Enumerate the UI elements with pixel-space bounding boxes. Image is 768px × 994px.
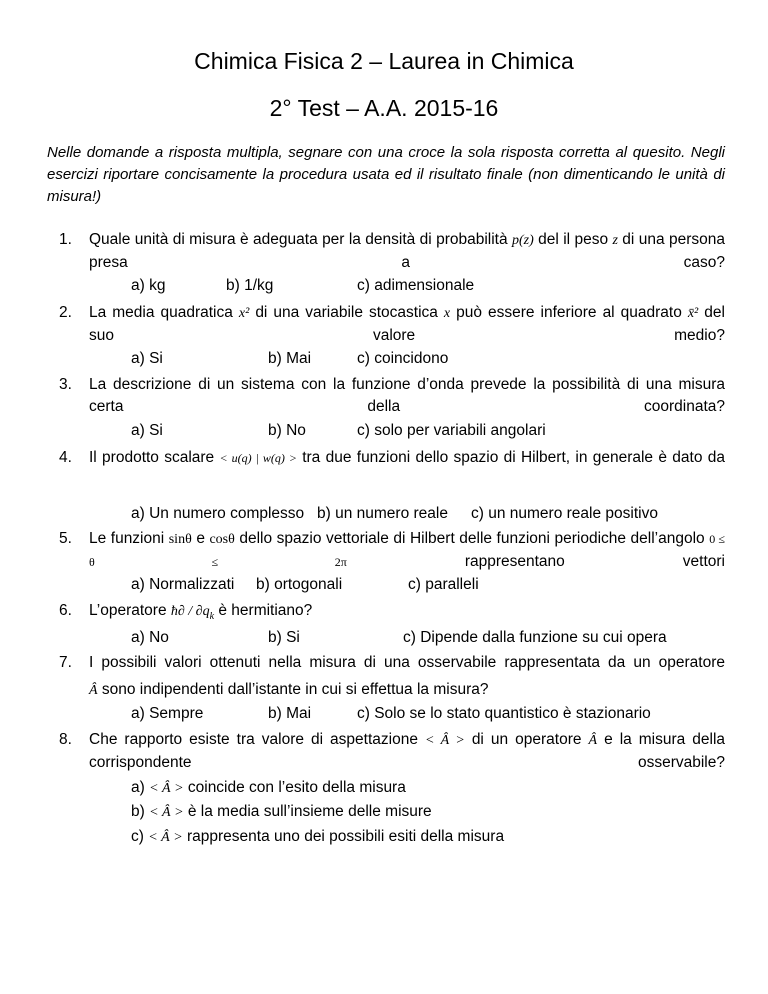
option-a[interactable]: a) Sempre — [131, 705, 204, 722]
option-b[interactable]: b) 1/kg — [226, 277, 274, 294]
question-7 — [59, 652, 725, 702]
question-text: Il prodotto scalare — [89, 449, 215, 466]
option-b[interactable]: b) ortogonali — [256, 576, 343, 593]
question-3 — [59, 374, 725, 418]
option-a[interactable]: a) Normalizzati — [131, 576, 235, 593]
option-letter: c) — [131, 828, 144, 845]
question-text: è hermitiano? — [218, 602, 313, 619]
question-1 — [59, 229, 725, 274]
option-text: coincide con l’esito della misura — [187, 779, 406, 796]
question-text: dello spazio vettoriale di Hilbert delle funzioni periodiche dell’angolo — [239, 530, 705, 547]
math-expression: Â — [588, 733, 598, 748]
math-expression: p(z) — [511, 233, 534, 248]
question-2 — [59, 302, 725, 347]
question-text: sono indipendenti dall’istante in cui si effettua la misura? — [101, 681, 489, 698]
question-text: del il peso — [538, 231, 609, 248]
option-b[interactable]: b) Mai — [268, 350, 312, 367]
option-letter: b) — [131, 803, 145, 820]
question-text: Le funzioni — [89, 530, 165, 547]
question-text: e — [196, 530, 205, 547]
option-c[interactable] — [131, 826, 504, 849]
option-c[interactable]: c) coincidono — [357, 350, 449, 367]
question-text: La descrizione di un sistema con la funzione d’onda prevede la possibilità di una misura certa della coordinata? — [89, 376, 725, 415]
question-text: e la misura della corrispondente osservabile? — [89, 731, 726, 771]
option-a[interactable]: a) Si — [131, 350, 163, 367]
math-expression: x — [443, 306, 451, 321]
question-number: 5. — [59, 530, 72, 547]
option-a[interactable]: a) Un numero complesso — [131, 505, 305, 522]
question-text: del suo valore medio? — [89, 304, 725, 344]
question-number: 8. — [59, 731, 72, 748]
math-expression: x̄² — [687, 306, 699, 321]
question-number: 2. — [59, 304, 72, 321]
math-expression: < Â > — [149, 781, 184, 796]
math-expression: x² — [238, 306, 250, 321]
option-b[interactable]: b) un numero reale — [317, 505, 448, 522]
option-text: è la media sull’insieme delle misure — [187, 803, 432, 820]
instructions: Nelle domande a risposta multipla, segnare con una croce la sola risposta corretta al quesito. Negli esercizi riportare concisamente la procedura usata ed il risultato finale (non dimenticando le unità di misura!) — [47, 144, 725, 205]
option-a[interactable]: a) Si — [131, 422, 163, 439]
option-a[interactable]: a) No — [131, 629, 169, 646]
question-number: 3. — [59, 376, 72, 393]
option-c[interactable]: c) paralleli — [408, 576, 479, 593]
question-6 — [59, 600, 725, 628]
option-b[interactable]: b) No — [268, 422, 306, 439]
option-c[interactable]: c) un numero reale positivo — [471, 505, 658, 522]
question-text: L’operatore — [89, 602, 167, 619]
option-b[interactable]: b) Si — [268, 629, 300, 646]
question-text: di una persona presa a caso? — [89, 231, 725, 271]
math-expression: < Â > — [149, 805, 184, 820]
question-number: 6. — [59, 602, 72, 619]
option-a[interactable]: a) kg — [131, 277, 166, 294]
question-text: può essere inferiore al quadrato — [456, 304, 682, 321]
math-expression: < Â > — [424, 733, 465, 748]
question-4 — [59, 447, 725, 469]
question-number: 7. — [59, 654, 72, 671]
math-expression: < Â > — [148, 830, 183, 845]
math-subscript: k — [209, 611, 215, 623]
page-subtitle: 2° Test – A.A. 2015-16 — [269, 95, 499, 121]
option-b[interactable] — [131, 801, 432, 824]
question-number: 4. — [59, 449, 72, 466]
option-c[interactable]: c) adimensionale — [357, 277, 475, 294]
option-c[interactable]: c) Dipende dalla funzione su cui opera — [403, 629, 667, 646]
question-text: La media quadratica — [89, 304, 233, 321]
math-expression: cosθ — [209, 532, 235, 547]
question-text: di un operatore — [471, 731, 582, 748]
question-text: di una variabile stocastica — [255, 304, 438, 321]
question-8 — [59, 729, 726, 774]
math-expression: sinθ — [168, 532, 192, 547]
option-c[interactable]: c) solo per variabili angolari — [357, 422, 546, 439]
question-5 — [59, 528, 726, 573]
option-a[interactable] — [131, 777, 406, 800]
question-text: Quale unità di misura è adeguata per la densità di probabilità — [89, 231, 508, 248]
math-expression: ħ∂ / ∂q — [170, 604, 210, 619]
option-c[interactable]: c) Solo se lo stato quantistico è stazionario — [357, 705, 651, 722]
math-expression: 0 ≤ θ ≤ 2π — [89, 532, 726, 569]
option-text: rappresenta uno dei possibili esiti della misura — [187, 828, 505, 845]
question-text: Che rapporto esiste tra valore di aspettazione — [89, 731, 418, 748]
math-expression: < u(q) | w(q) > — [219, 451, 297, 465]
question-text: I possibili valori ottenuti nella misura di una osservabile rappresentata da un operatore — [89, 654, 725, 671]
question-text: rappresentano vettori — [464, 553, 725, 570]
page-title: Chimica Fisica 2 – Laurea in Chimica — [194, 48, 574, 74]
option-letter: a) — [131, 779, 145, 796]
question-text: tra due funzioni dello spazio di Hilbert, in generale è dato da — [302, 449, 725, 466]
math-expression: z — [612, 233, 618, 248]
math-expression: Â — [89, 683, 98, 698]
option-b[interactable]: b) Mai — [268, 705, 312, 722]
question-number: 1. — [59, 231, 72, 248]
